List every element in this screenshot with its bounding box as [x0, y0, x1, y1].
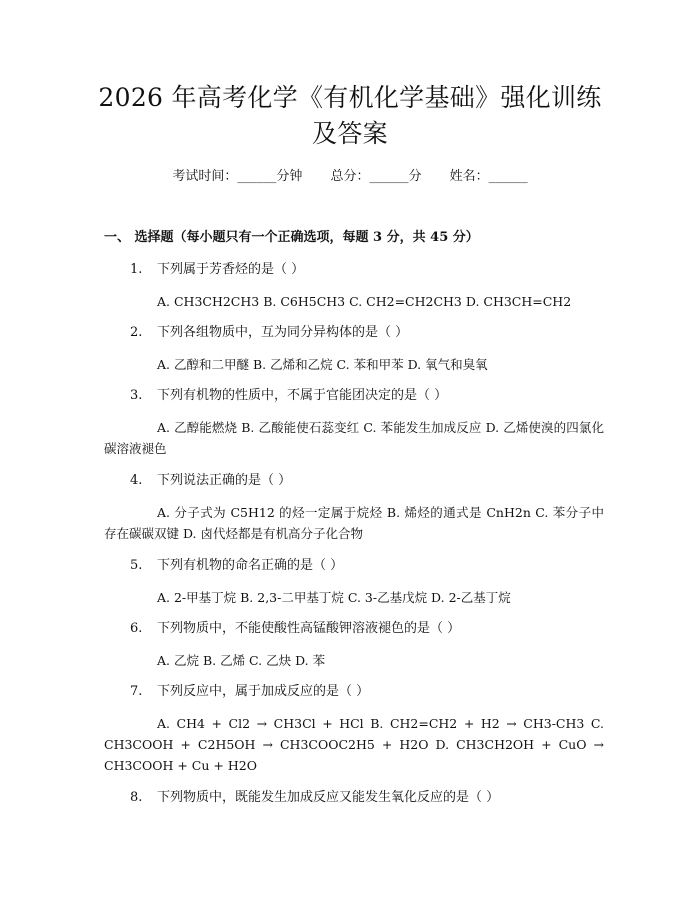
- question-4-options: A. 分子式为 C5H12 的烃一定属于烷烃 B. 烯烃的通式是 CnH2n C. 苯分子中存在碳碳双键 D. 卤代烃都是有机高分子化合物: [104, 505, 604, 541]
- question-number: 3.: [130, 388, 143, 403]
- doc-title-line1: 2026 年高考化学《有机化学基础》强化训练: [98, 83, 602, 112]
- question-stem: 下列属于芳香烃的是（ ）: [157, 262, 305, 277]
- question-number: 5.: [130, 558, 143, 573]
- question-number: 4.: [130, 473, 143, 488]
- student-name-label: 姓名：______: [449, 169, 528, 184]
- question-stem: 下列物质中，不能使酸性高锰酸钾溶液褪色的是（ ）: [157, 621, 461, 636]
- question-stem: 下列物质中，既能发生加成反应又能发生氧化反应的是（ ）: [157, 790, 500, 805]
- question-number: 1.: [130, 262, 143, 277]
- question-7-options: A. CH4 + Cl2 → CH3Cl + HCl B. CH2=CH2 + H2 → CH3-CH3 C. CH3COOH + C2H5OH → CH3COOC2H5 + H2O D. CH3CH2OH + CuO → CH3COOH + Cu + H2O: [104, 716, 604, 773]
- question-number: 7.: [130, 684, 143, 699]
- question-5-options: A. 2-甲基丁烷 B. 2,3-二甲基丁烷 C. 3-乙基戊烷 D. 2-乙基丁烷: [157, 590, 511, 605]
- question-1-options: A. CH3CH2CH3 B. C6H5CH3 C. CH2=CH2CH3 D. CH3CH=CH2: [157, 294, 572, 309]
- question-stem: 下列说法正确的是（ ）: [157, 473, 292, 488]
- question-number: 6.: [130, 621, 143, 636]
- question-2-options: A. 乙醇和二甲醚 B. 乙烯和乙烷 C. 苯和甲苯 D. 氧气和臭氧: [157, 357, 488, 372]
- question-stem: 下列反应中，属于加成反应的是（ ）: [157, 684, 370, 699]
- doc-title: [0, 80, 700, 152]
- question-number: 2.: [130, 325, 143, 340]
- doc-title-line2: 及答案: [312, 119, 388, 148]
- total-score-label: 总分：______分: [330, 169, 422, 184]
- question-number: 8.: [130, 790, 143, 805]
- exam-meta: [0, 168, 700, 186]
- question-stem: 下列有机物的命名正确的是（ ）: [157, 558, 344, 573]
- question-3-options: A. 乙醇能燃烧 B. 乙酸能使石蕊变红 C. 苯能发生加成反应 D. 乙烯使溴的四氯化碳溶液褪色: [104, 420, 604, 456]
- exam-time-label: 考试时间：______分钟: [172, 169, 303, 184]
- question-stem: 下列有机物的性质中，不属于官能团决定的是（ ）: [157, 388, 448, 403]
- section-heading: 一、 选择题（每小题只有一个正确选项，每题 3 分，共 45 分）: [104, 230, 479, 245]
- question-6-options: A. 乙烷 B. 乙烯 C. 乙炔 D. 苯: [157, 653, 326, 668]
- question-stem: 下列各组物质中，互为同分异构体的是（ ）: [157, 325, 409, 340]
